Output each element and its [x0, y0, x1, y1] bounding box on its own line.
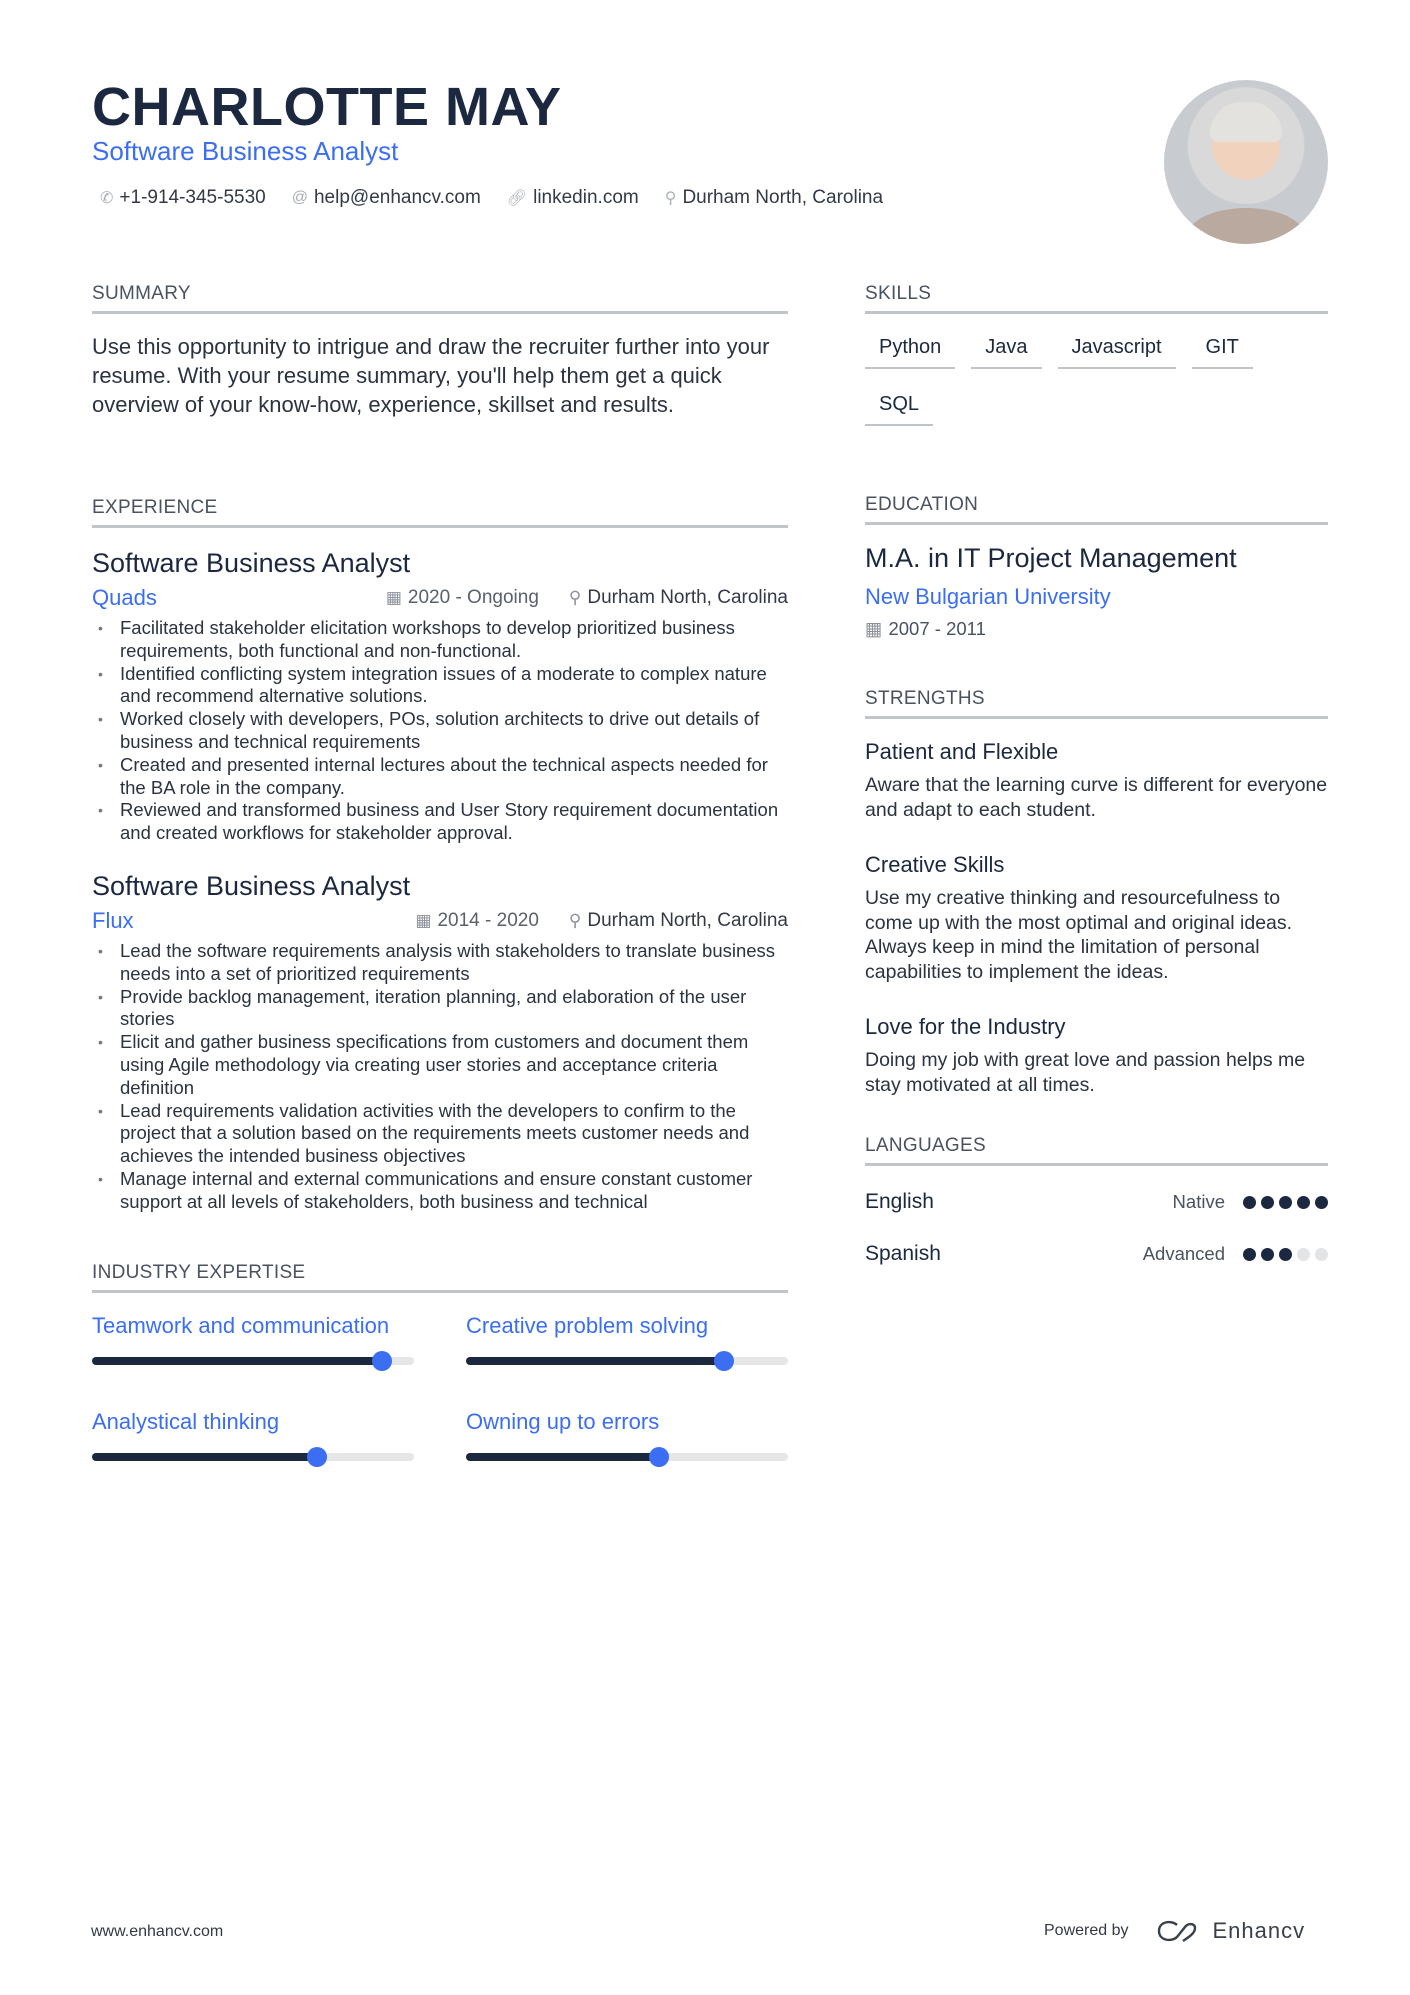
profile-photo [1164, 80, 1328, 244]
expertise-slider-knob [649, 1447, 669, 1467]
link-icon: 🔗︎ [506, 190, 528, 207]
job-bullet: • Lead the software requirements analysis with stakeholders to translate business needs into a set of prioritized requirements [92, 940, 788, 986]
section-heading: SUMMARY [92, 283, 788, 314]
proficiency-dot [1279, 1196, 1292, 1209]
proficiency-dot [1315, 1196, 1328, 1209]
expertise-slider-knob [714, 1351, 734, 1371]
section-heading: EDUCATION [865, 494, 1328, 525]
strength-text: Aware that the learning curve is different for everyone and adapt to each student. [865, 774, 1328, 821]
strength-title: Patient and Flexible [865, 739, 1059, 764]
expertise-slider-fill [92, 1453, 317, 1461]
location-text: Durham North, Carolina [682, 187, 884, 208]
job-title: Software Business Analyst [92, 870, 411, 901]
contact-phone [100, 187, 266, 209]
enhancv-logo-icon [1155, 1919, 1203, 1943]
expertise-label: Creative problem solving [466, 1313, 709, 1338]
job-title: Software Business Analyst [92, 548, 411, 578]
job-bullet: • Identified conflicting system integration issues of a moderate to complex nature and recommend alternative solutions. [92, 663, 788, 709]
expertise-label: Teamwork and communication [92, 1313, 390, 1338]
footer-branding [1044, 1918, 1305, 1944]
section-heading: INDUSTRY EXPERTISE [92, 1262, 788, 1293]
experience-section [92, 497, 788, 1214]
job-entry [92, 548, 788, 845]
languages-section [865, 1135, 1328, 1280]
company-name: Flux [92, 907, 134, 933]
strength-item [865, 852, 1328, 984]
language-proficiency-dots [1243, 1196, 1328, 1209]
powered-by: Powered by [1044, 1922, 1129, 1939]
phone-text: +1-914-345-5530 [119, 187, 266, 208]
education-section [865, 494, 1328, 640]
skill-tag: SQL [865, 387, 933, 426]
location-icon: ⚲ [664, 190, 677, 207]
job-dates: 2020 - Ongoing [407, 587, 539, 608]
strength-title: Love for the Industry [865, 1014, 1066, 1039]
phone-icon: ✆ [100, 190, 114, 207]
contact-email[interactable] [292, 187, 481, 209]
language-level: Native [1172, 1191, 1225, 1212]
location-icon: ⚲ [568, 910, 582, 930]
calendar-icon: ▦ [415, 910, 432, 930]
job-bullet: • Reviewed and transformed business and User Story requirement documentation and created workflows for stakeholder approval. [92, 799, 788, 845]
location-icon: ⚲ [568, 588, 582, 607]
expertise-slider-track [92, 1357, 414, 1365]
candidate-name: CHARLOTTE MAY [92, 77, 562, 137]
job-dates: 2014 - 2020 [437, 909, 539, 931]
language-row [865, 1176, 1328, 1228]
strength-item [865, 739, 1328, 822]
contact-bar [100, 187, 883, 209]
skills-section [865, 283, 1328, 426]
at-icon: @ [291, 189, 308, 206]
degree: M.A. in IT Project Management [865, 543, 1237, 573]
proficiency-dot [1297, 1196, 1310, 1209]
section-heading: SKILLS [865, 283, 1328, 314]
contact-location [665, 187, 883, 209]
strength-item [865, 1014, 1328, 1097]
skill-tag: Python [865, 330, 955, 369]
language-name: English [865, 1190, 934, 1213]
proficiency-dot [1315, 1248, 1328, 1261]
job-location: Durham North, Carolina [587, 909, 788, 931]
summary-text: Use this opportunity to intrigue and draw the recruiter further into your resume. With your resume summary, you'll help them get a quick overview of your know-how, experience, skillset and results. [92, 334, 770, 417]
expertise-slider-fill [92, 1357, 382, 1365]
proficiency-dot [1243, 1196, 1256, 1209]
strength-text: Use my creative thinking and resourcefulness to come up with the most optimal and original ideas. Always keep in mind the limitation of personal capabilities to implement the ideas. [865, 887, 1293, 983]
job-bullet: • Created and presented internal lectures about the technical aspects needed for the BA role in the company. [92, 754, 788, 800]
expertise-slider-knob [307, 1447, 327, 1467]
linkedin-text[interactable]: linkedin.com [533, 187, 639, 208]
summary-section [92, 283, 788, 419]
language-name: Spanish [865, 1242, 941, 1265]
job-bullet: • Worked closely with developers, POs, solution architects to drive out details of business and technical requirements [92, 708, 788, 754]
proficiency-dot [1243, 1248, 1256, 1261]
skill-tag: Java [971, 330, 1041, 369]
job-bullet: • Lead requirements validation activities with the developers to confirm to the project that a solution based on the requirements meets customer needs and achieves the intended business objectives [92, 1100, 788, 1168]
footer-website[interactable]: www.enhancv.com [91, 1923, 224, 1940]
proficiency-dot [1297, 1248, 1310, 1261]
strength-title: Creative Skills [865, 852, 1005, 877]
expertise-slider-track [466, 1453, 788, 1461]
school-name: New Bulgarian University [865, 584, 1111, 609]
expertise-item [466, 1313, 788, 1365]
section-heading: STRENGTHS [865, 688, 1328, 719]
strengths-section [865, 688, 1328, 1097]
proficiency-dot [1279, 1248, 1292, 1261]
skill-tag: GIT [1192, 330, 1253, 369]
company-name: Quads [92, 585, 157, 610]
strength-text: Doing my job with great love and passion helps me stay motivated at all times. [865, 1049, 1306, 1096]
job-bullet: • Manage internal and external communications and ensure constant customer support at all levels of stakeholders, both business and technical [92, 1168, 788, 1214]
contact-linkedin[interactable] [507, 187, 639, 209]
expertise-item [466, 1409, 788, 1461]
job-location: Durham North, Carolina [587, 587, 788, 608]
education-dates: 2007 - 2011 [888, 618, 986, 639]
expertise-slider-fill [466, 1453, 659, 1461]
calendar-icon: ▦ [865, 618, 883, 639]
calendar-icon: ▦ [385, 588, 402, 607]
expertise-item [92, 1313, 414, 1365]
candidate-title: Software Business Analyst [92, 136, 399, 166]
expertise-label: Owning up to errors [466, 1409, 660, 1434]
proficiency-dot [1261, 1196, 1274, 1209]
language-row [865, 1228, 1328, 1280]
expertise-label: Analystical thinking [92, 1409, 280, 1434]
expertise-item [92, 1409, 414, 1461]
email-text[interactable]: help@enhancv.com [313, 187, 481, 208]
proficiency-dot [1261, 1248, 1274, 1261]
expertise-slider-track [466, 1357, 788, 1365]
expertise-section [92, 1262, 788, 1461]
expertise-slider-track [92, 1453, 414, 1461]
expertise-slider-fill [466, 1357, 724, 1365]
job-entry [92, 871, 788, 1214]
language-proficiency-dots [1243, 1248, 1328, 1261]
job-bullet: • Elicit and gather business specifications from customers and document them using Agile methodology via creating user stories and acceptance criteria definition [92, 1031, 788, 1099]
brand-name: Enhancv [1212, 1918, 1306, 1943]
section-heading: LANGUAGES [865, 1135, 1328, 1166]
language-level: Advanced [1142, 1243, 1225, 1264]
job-bullet: • Facilitated stakeholder elicitation workshops to develop prioritized business requirements, both functional and non-functional. [92, 617, 788, 663]
section-heading: EXPERIENCE [92, 497, 788, 528]
job-bullet: • Provide backlog management, iteration planning, and elaboration of the user stories [92, 986, 788, 1032]
expertise-slider-knob [372, 1351, 392, 1371]
skill-tag: Javascript [1058, 330, 1176, 369]
